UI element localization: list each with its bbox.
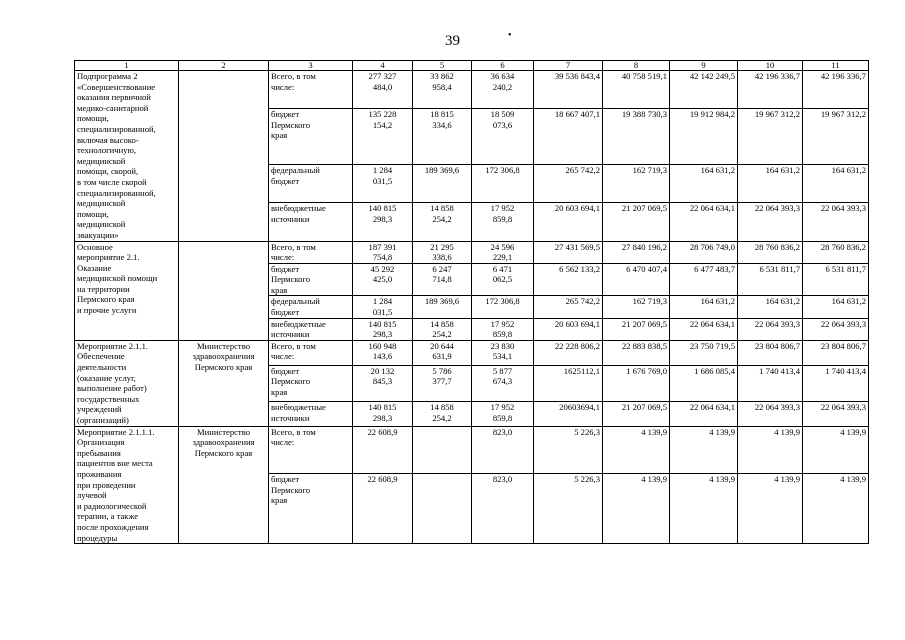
amount-cell-c5 xyxy=(413,263,472,296)
amount-cell-c4 xyxy=(353,426,413,473)
table-row xyxy=(75,241,869,263)
amount-cell-c6 xyxy=(472,241,534,263)
header-col-1: 1 xyxy=(75,61,179,71)
item-name-line: Основное xyxy=(77,241,113,252)
amount-line: 14 858 xyxy=(430,203,454,214)
item-name-cell xyxy=(75,241,179,340)
amount-line: 189 369,6 xyxy=(424,165,460,176)
amount-cell-c7: 5 226,3 xyxy=(534,474,603,544)
item-name-line: медицинской помощи xyxy=(77,273,158,284)
amount-cell-c11: 28 760 836,2 xyxy=(803,241,869,263)
header-col-5: 5 xyxy=(413,61,472,71)
amount-cell-c10: 22 064 393,3 xyxy=(738,318,803,340)
amount-cell-c6 xyxy=(472,71,534,109)
amount-line: 18 815 xyxy=(430,109,454,120)
item-name-line: помощи, скорой, xyxy=(77,166,139,177)
amount-cell-c6 xyxy=(472,296,534,318)
amount-line: 534,1 xyxy=(492,351,513,362)
amount-line: 823,0 xyxy=(492,426,513,437)
amount-line: 20 132 xyxy=(370,365,395,376)
item-name-line: и радиологической xyxy=(77,500,147,511)
funding-source-line: Всего, в том xyxy=(271,426,316,437)
amount-line: 140 815 xyxy=(368,401,397,412)
amount-cell-c9: 42 142 249,5 xyxy=(670,71,738,109)
amount-line: 14 858 xyxy=(430,401,454,412)
funding-source-cell xyxy=(269,365,353,401)
funding-source-line: Пермского xyxy=(271,119,311,130)
amount-cell-c7: 20603694,1 xyxy=(534,401,603,426)
item-name-line: пребывания xyxy=(77,447,121,458)
funding-source-line: бюджет xyxy=(271,307,300,318)
amount-line: 334,6 xyxy=(432,119,452,130)
amount-cell-c9: 19 912 984,2 xyxy=(670,109,738,165)
item-name-line: после прохождения xyxy=(77,521,149,532)
amount-cell-c10: 28 760 836,2 xyxy=(738,241,803,263)
amount-cell-c9: 6 477 483,7 xyxy=(670,263,738,296)
amount-cell-c5 xyxy=(413,365,472,401)
item-name-line: эвакуации» xyxy=(77,229,119,240)
amount-cell-c10: 22 064 393,3 xyxy=(738,401,803,426)
amount-cell-c8: 21 207 069,5 xyxy=(603,318,670,340)
amount-cell-c4 xyxy=(353,296,413,318)
amount-cell-c4 xyxy=(353,203,413,241)
amount-line: 859,8 xyxy=(492,214,513,224)
amount-cell-c5 xyxy=(413,401,472,426)
amount-cell-c7: 20 603 694,1 xyxy=(534,318,603,340)
item-name-line: Организация xyxy=(77,437,125,448)
amount-cell-c10: 164 631,2 xyxy=(738,296,803,318)
amount-cell-c11: 22 064 393,3 xyxy=(803,203,869,241)
amount-line: 254,2 xyxy=(432,412,452,423)
item-name-line: (организаций) xyxy=(77,415,129,425)
item-name-line: помощи, xyxy=(77,208,109,219)
amount-cell-c4 xyxy=(353,365,413,401)
executor-line: Пермского края xyxy=(194,362,253,373)
amount-line: 714,8 xyxy=(432,274,452,285)
executor-line: Министерство xyxy=(197,340,250,351)
amount-line: 18 509 xyxy=(490,109,515,120)
funding-source-line: Всего, в том xyxy=(271,241,316,252)
item-name-line: Подпрограмма 2 xyxy=(77,71,138,81)
executor-cell xyxy=(179,71,269,242)
amount-line: 24 596 xyxy=(490,241,515,252)
item-name-line: специализированной, xyxy=(77,123,156,134)
amount-line: 031,5 xyxy=(372,175,393,186)
amount-cell-c5 xyxy=(413,474,472,544)
executor-cell xyxy=(179,241,269,340)
item-name-line: (оказание услуг, xyxy=(77,372,136,383)
amount-cell-c6 xyxy=(472,318,534,340)
amount-cell-c11: 1 740 413,4 xyxy=(803,365,869,401)
amount-line: 22 608,9 xyxy=(367,426,398,437)
table-row xyxy=(75,71,869,109)
funding-source-line: края xyxy=(271,284,288,295)
amount-cell-c7: 5 226,3 xyxy=(534,426,603,473)
item-name-line: на территории xyxy=(77,283,130,294)
amount-cell-c11: 6 531 811,7 xyxy=(803,263,869,296)
amount-cell-c6 xyxy=(472,365,534,401)
funding-source-line: внебюджетные xyxy=(271,318,326,329)
funding-source-line: Пермского xyxy=(271,376,311,387)
funding-source-cell xyxy=(269,203,353,241)
funding-source-line: Пермского xyxy=(271,484,311,495)
funding-source-cell xyxy=(269,401,353,426)
funding-source-line: внебюджетные xyxy=(271,203,326,214)
amount-line: 277 327 xyxy=(368,71,397,81)
amount-line: 5 877 xyxy=(492,365,513,376)
amount-cell-c10: 6 531 811,7 xyxy=(738,263,803,296)
amount-cell-c6 xyxy=(472,263,534,296)
amount-line: 298,3 xyxy=(372,214,393,224)
funding-source-line: числе: xyxy=(271,351,295,362)
item-name-cell xyxy=(75,340,179,426)
amount-cell-c8: 162 719,3 xyxy=(603,296,670,318)
item-name-line: пациентов вне места xyxy=(77,458,153,469)
amount-cell-c8: 6 470 407,4 xyxy=(603,263,670,296)
amount-line: 33 862 xyxy=(430,71,454,81)
header-col-6: 6 xyxy=(472,61,534,71)
funding-source-cell xyxy=(269,426,353,473)
item-name-line: процедуры xyxy=(77,532,118,543)
funding-source-line: бюджет xyxy=(271,365,300,376)
amount-cell-c10: 23 804 806,7 xyxy=(738,340,803,365)
amount-line: 21 295 xyxy=(430,241,454,252)
amount-cell-c8: 4 139,9 xyxy=(603,474,670,544)
item-name-line: выполнение работ) xyxy=(77,383,147,394)
amount-cell-c9: 22 064 634,1 xyxy=(670,318,738,340)
amount-line: 23 830 xyxy=(490,340,515,351)
funding-source-cell xyxy=(269,241,353,263)
item-name-line: Оказание xyxy=(77,262,112,273)
amount-line: 17 952 xyxy=(490,203,515,214)
amount-cell-c11: 23 804 806,7 xyxy=(803,340,869,365)
amount-cell-c9: 1 686 085,4 xyxy=(670,365,738,401)
executor-line: Пермского края xyxy=(194,447,253,458)
funding-source-line: края xyxy=(271,495,288,506)
amount-cell-c7: 1625112,1 xyxy=(534,365,603,401)
item-name-line: «Совершенствование xyxy=(77,81,156,92)
amount-cell-c11: 4 139,9 xyxy=(803,474,869,544)
item-name-line: специализированной, xyxy=(77,187,156,198)
item-name-line: учреждений xyxy=(77,404,122,415)
funding-source-line: федеральный xyxy=(271,296,320,307)
funding-source-line: числе: xyxy=(271,252,295,263)
funding-source-cell xyxy=(269,318,353,340)
item-name-line: Мероприятие 2.1.1.1. xyxy=(77,426,155,437)
item-name-line: лучевой xyxy=(77,490,107,501)
amount-cell-c4 xyxy=(353,474,413,544)
item-name-cell xyxy=(75,71,179,242)
amount-cell-c4 xyxy=(353,401,413,426)
amount-line: 377,7 xyxy=(432,376,452,387)
amount-cell-c6 xyxy=(472,401,534,426)
funding-source-line: Всего, в том xyxy=(271,340,316,351)
amount-cell-c9: 23 750 719,5 xyxy=(670,340,738,365)
header-col-9: 9 xyxy=(670,61,738,71)
item-name-line: в том числе скорой xyxy=(77,176,147,187)
item-name-line: мероприятие 2.1. xyxy=(77,252,140,263)
amount-cell-c11: 164 631,2 xyxy=(803,165,869,203)
amount-cell-c5 xyxy=(413,241,472,263)
amount-cell-c11: 164 631,2 xyxy=(803,296,869,318)
amount-cell-c6 xyxy=(472,474,534,544)
amount-cell-c5 xyxy=(413,426,472,473)
funding-source-cell xyxy=(269,340,353,365)
amount-cell-c5 xyxy=(413,340,472,365)
header-col-4: 4 xyxy=(353,61,413,71)
amount-line: 031,5 xyxy=(372,307,393,318)
funding-source-line: числе: xyxy=(271,437,295,448)
item-name-line: Мероприятие 2.1.1. xyxy=(77,340,149,351)
funding-source-line: края xyxy=(271,130,288,141)
amount-cell-c7: 6 562 133,2 xyxy=(534,263,603,296)
item-name-line: деятельности xyxy=(77,362,127,373)
amount-line: 143,6 xyxy=(372,351,393,362)
amount-line: 189 369,6 xyxy=(424,296,460,307)
executor-line: здравоохранения xyxy=(192,437,255,448)
amount-line: 425,0 xyxy=(372,274,393,285)
amount-line: 160 948 xyxy=(368,340,397,351)
funding-source-line: источники xyxy=(271,329,310,340)
amount-cell-c7: 265 742,2 xyxy=(534,165,603,203)
amount-line: 298,3 xyxy=(372,329,393,340)
amount-cell-c5 xyxy=(413,71,472,109)
amount-line: 254,2 xyxy=(432,329,452,340)
amount-cell-c4 xyxy=(353,241,413,263)
table-row xyxy=(75,340,869,365)
amount-line: 6 471 xyxy=(492,263,513,274)
amount-cell-c9: 164 631,2 xyxy=(670,296,738,318)
amount-line: 845,3 xyxy=(372,376,393,387)
amount-cell-c11: 22 064 393,3 xyxy=(803,318,869,340)
item-name-line: проживания xyxy=(77,468,122,479)
amount-line: 140 815 xyxy=(368,203,397,214)
amount-line: 187 391 xyxy=(368,241,397,252)
amount-cell-c5 xyxy=(413,296,472,318)
amount-cell-c11: 42 196 336,7 xyxy=(803,71,869,109)
amount-cell-c10: 19 967 312,2 xyxy=(738,109,803,165)
funding-source-cell xyxy=(269,263,353,296)
header-col-3: 3 xyxy=(269,61,353,71)
amount-cell-c8: 1 676 769,0 xyxy=(603,365,670,401)
amount-line: 14 858 xyxy=(430,318,454,329)
funding-source-line: бюджет xyxy=(271,175,300,186)
executor-line: здравоохранения xyxy=(192,351,255,362)
item-name-line: медицинской xyxy=(77,155,126,166)
executor-line: Министерство xyxy=(197,426,250,437)
item-name-line: медицинской xyxy=(77,198,126,209)
amount-cell-c10: 4 139,9 xyxy=(738,426,803,473)
amount-cell-c6 xyxy=(472,165,534,203)
item-name-line: помощи, xyxy=(77,113,109,124)
amount-cell-c7: 265 742,2 xyxy=(534,296,603,318)
header-col-8: 8 xyxy=(603,61,670,71)
funding-source-line: Всего, в том xyxy=(271,71,316,81)
amount-line: 45 292 xyxy=(370,263,395,274)
header-col-10: 10 xyxy=(738,61,803,71)
amount-cell-c5 xyxy=(413,109,472,165)
amount-line: 062,5 xyxy=(492,274,513,285)
item-name-cell xyxy=(75,426,179,544)
amount-cell-c6 xyxy=(472,109,534,165)
item-name-line: при проведении xyxy=(77,479,136,490)
funding-source-cell xyxy=(269,109,353,165)
amount-line: 1 284 xyxy=(372,296,393,307)
amount-cell-c4 xyxy=(353,109,413,165)
funding-source-cell xyxy=(269,296,353,318)
amount-cell-c9: 28 706 749,0 xyxy=(670,241,738,263)
funding-source-line: бюджет xyxy=(271,263,300,274)
funding-source-line: федеральный xyxy=(271,165,320,176)
amount-cell-c7: 18 667 407,1 xyxy=(534,109,603,165)
item-name-line: и прочие услуги xyxy=(77,305,137,316)
amount-cell-c8: 4 139,9 xyxy=(603,426,670,473)
amount-line: 484,0 xyxy=(372,81,393,92)
funding-source-cell xyxy=(269,474,353,544)
item-name-line: Пермского края xyxy=(77,294,135,305)
amount-cell-c11: 22 064 393,3 xyxy=(803,401,869,426)
page-number: 39 xyxy=(445,33,460,49)
item-name-line: технологичную, xyxy=(77,145,137,156)
amount-cell-c5 xyxy=(413,318,472,340)
amount-line: 674,3 xyxy=(492,376,513,387)
amount-cell-c9: 4 139,9 xyxy=(670,474,738,544)
amount-line: 254,2 xyxy=(432,214,452,224)
amount-cell-c7: 20 603 694,1 xyxy=(534,203,603,241)
amount-line: 140 815 xyxy=(368,318,397,329)
amount-cell-c10: 1 740 413,4 xyxy=(738,365,803,401)
amount-cell-c4 xyxy=(353,165,413,203)
amount-cell-c9: 22 064 634,1 xyxy=(670,401,738,426)
funding-source-line: числе: xyxy=(271,81,295,92)
amount-line: 20 644 xyxy=(430,340,454,351)
amount-cell-c10: 164 631,2 xyxy=(738,165,803,203)
funding-table xyxy=(74,60,869,544)
executor-cell xyxy=(179,426,269,544)
stray-dot: • xyxy=(508,30,512,41)
amount-cell-c8: 19 388 730,3 xyxy=(603,109,670,165)
amount-cell-c6 xyxy=(472,426,534,473)
amount-line: 135 228 xyxy=(368,109,397,120)
item-name-line: медицинской xyxy=(77,219,126,230)
amount-line: 1 284 xyxy=(372,165,393,176)
amount-line: 172 306,8 xyxy=(485,165,520,176)
amount-cell-c4 xyxy=(353,340,413,365)
funding-source-line: внебюджетные xyxy=(271,401,326,412)
amount-line: 754,8 xyxy=(372,252,393,263)
amount-line: 240,2 xyxy=(492,81,513,92)
amount-cell-c9: 4 139,9 xyxy=(670,426,738,473)
amount-cell-c6 xyxy=(472,203,534,241)
item-name-line: государственных xyxy=(77,393,140,404)
funding-source-line: источники xyxy=(271,214,310,224)
amount-cell-c7: 27 431 569,5 xyxy=(534,241,603,263)
amount-cell-c7: 22 228 806,2 xyxy=(534,340,603,365)
executor-cell xyxy=(179,340,269,426)
amount-cell-c8: 21 207 069,5 xyxy=(603,401,670,426)
header-col-11: 11 xyxy=(803,61,869,71)
amount-line: 229,1 xyxy=(492,252,513,263)
amount-cell-c5 xyxy=(413,165,472,203)
amount-cell-c11: 4 139,9 xyxy=(803,426,869,473)
funding-source-line: бюджет xyxy=(271,109,300,120)
amount-line: 5 786 xyxy=(432,365,452,376)
amount-cell-c9: 22 064 634,1 xyxy=(670,203,738,241)
amount-line: 073,6 xyxy=(492,119,513,130)
header-col-7: 7 xyxy=(534,61,603,71)
amount-line: 22 608,9 xyxy=(367,474,398,485)
amount-cell-c8: 40 758 519,1 xyxy=(603,71,670,109)
header-col-2: 2 xyxy=(179,61,269,71)
amount-cell-c10: 42 196 336,7 xyxy=(738,71,803,109)
funding-source-line: края xyxy=(271,386,288,397)
header-row xyxy=(75,61,869,71)
amount-line: 823,0 xyxy=(492,474,513,485)
amount-cell-c8: 21 207 069,5 xyxy=(603,203,670,241)
amount-line: 958,4 xyxy=(432,81,452,92)
amount-cell-c10: 22 064 393,3 xyxy=(738,203,803,241)
amount-line: 298,3 xyxy=(372,412,393,423)
amount-cell-c7: 39 536 843,4 xyxy=(534,71,603,109)
amount-cell-c8: 162 719,3 xyxy=(603,165,670,203)
amount-line: 36 634 xyxy=(490,71,515,81)
item-name-line: медико-санитарной xyxy=(77,102,149,113)
item-name-line: включая высоко- xyxy=(77,134,139,145)
amount-cell-c5 xyxy=(413,203,472,241)
item-name-line: Обеспечение xyxy=(77,351,125,362)
amount-cell-c8: 22 883 838,5 xyxy=(603,340,670,365)
amount-cell-c4 xyxy=(353,318,413,340)
funding-source-line: источники xyxy=(271,412,310,423)
item-name-line: терапии, а также xyxy=(77,511,139,522)
amount-line: 172 306,8 xyxy=(485,296,520,307)
amount-line: 154,2 xyxy=(372,119,393,130)
funding-source-cell xyxy=(269,71,353,109)
amount-line: 17 952 xyxy=(490,401,515,412)
amount-cell-c4 xyxy=(353,71,413,109)
amount-cell-c6 xyxy=(472,340,534,365)
amount-line: 859,8 xyxy=(492,412,513,423)
amount-line: 631,9 xyxy=(432,351,452,362)
item-name-line: оказания первичной xyxy=(77,92,151,103)
table-row xyxy=(75,426,869,473)
amount-cell-c10: 4 139,9 xyxy=(738,474,803,544)
amount-cell-c11: 19 967 312,2 xyxy=(803,109,869,165)
funding-source-line: Пермского xyxy=(271,274,311,285)
amount-line: 859,8 xyxy=(492,329,513,340)
amount-cell-c8: 27 840 196,2 xyxy=(603,241,670,263)
funding-source-cell xyxy=(269,165,353,203)
amount-line: 338,6 xyxy=(432,252,452,263)
amount-cell-c4 xyxy=(353,263,413,296)
amount-cell-c9: 164 631,2 xyxy=(670,165,738,203)
funding-source-line: бюджет xyxy=(271,474,300,485)
amount-line: 6 247 xyxy=(432,263,452,274)
amount-line: 17 952 xyxy=(490,318,515,329)
